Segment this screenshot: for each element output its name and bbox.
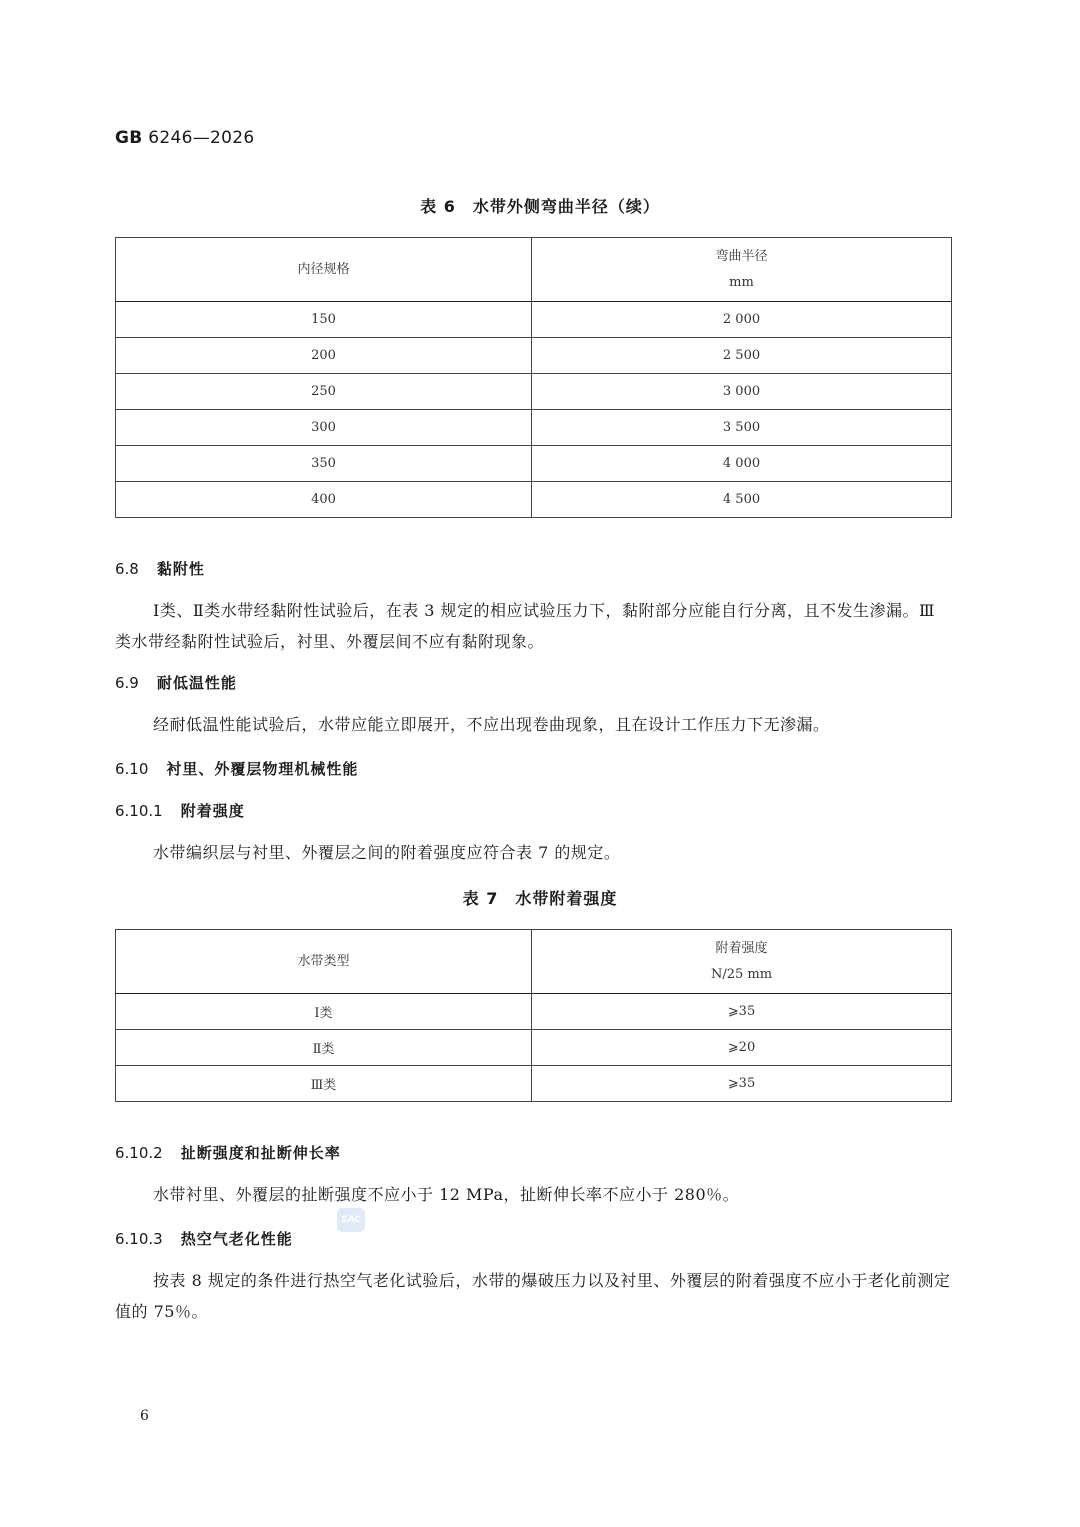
table7-col1-header: 水带类型	[116, 930, 532, 994]
section-number: 6.10.1	[115, 802, 163, 820]
sac-watermark-icon: SAC	[337, 1208, 365, 1232]
table7-cell-strength: ⩾35	[532, 1066, 952, 1102]
table6	[115, 237, 952, 518]
table6-cell-radius: 3 000	[532, 374, 952, 410]
section-6-10-1-text: 水带编织层与衬里、外覆层之间的附着强度应符合表 7 的规定。	[153, 843, 621, 862]
table6-col2-title: 弯曲半径	[715, 248, 768, 264]
table6-col1-header: 内径规格	[116, 238, 532, 302]
table6-col2-unit: mm	[729, 274, 754, 290]
section-number: 6.10.3	[115, 1230, 163, 1248]
table6-cell-diameter: 250	[116, 374, 532, 410]
table-row	[116, 1066, 952, 1102]
section-title: 耐低温性能	[156, 674, 237, 692]
table7-cell-type: Ⅰ类	[116, 994, 532, 1030]
table7-cell-strength: ⩾35	[532, 994, 952, 1030]
standard-number: 6246—2026	[148, 128, 255, 148]
section-title: 附着强度	[180, 802, 245, 820]
section-6-10-3-text: 按表 8 规定的条件进行热空气老化试验后，水带的爆破压力以及衬里、外覆层的附着强度不应小于老化前测定值的 75％。	[115, 1271, 951, 1321]
table6-cell-diameter: 300	[116, 410, 532, 446]
table6-cell-radius: 3 500	[532, 410, 952, 446]
table7-caption: 表 7 水带附着强度	[462, 889, 618, 908]
table6-cell-diameter: 200	[116, 338, 532, 374]
table-row	[116, 302, 952, 338]
table7-col2-title: 附着强度	[715, 940, 768, 956]
table-row	[116, 1030, 952, 1066]
table7-cell-strength: ⩾20	[532, 1030, 952, 1066]
table7-cell-type: Ⅲ类	[116, 1066, 532, 1102]
table6-cell-radius: 4 500	[532, 482, 952, 518]
section-6-10-3-heading	[115, 1228, 293, 1249]
section-6-10-2-heading	[115, 1142, 341, 1163]
section-6-8-heading	[115, 558, 205, 579]
table-row	[116, 482, 952, 518]
table-row	[116, 338, 952, 374]
section-6-9-text: 经耐低温性能试验后，水带应能立即展开，不应出现卷曲现象，且在设计工作压力下无渗漏。	[153, 715, 830, 734]
table7-col2-header	[532, 930, 952, 994]
standard-prefix: GB	[115, 128, 143, 148]
table7-col2-unit: N/25 mm	[710, 966, 773, 982]
section-title: 衬里、外覆层物理机械性能	[166, 760, 359, 778]
table6-cell-diameter: 400	[116, 482, 532, 518]
table-row	[116, 446, 952, 482]
section-6-9-heading	[115, 672, 237, 693]
standard-header	[115, 128, 254, 148]
section-number: 6.10	[115, 760, 149, 778]
section-number: 6.10.2	[115, 1144, 163, 1162]
table6-cell-diameter: 350	[116, 446, 532, 482]
table6-cell-diameter: 150	[116, 302, 532, 338]
table7-cell-type: Ⅱ类	[116, 1030, 532, 1066]
section-6-8-text: Ⅰ类、Ⅱ类水带经黏附性试验后，在表 3 规定的相应试验压力下，黏附部分应能自行分离，且不发生渗漏。Ⅲ类水带经黏附性试验后，衬里、外覆层间不应有黏附现象。	[115, 601, 935, 651]
table-row	[116, 410, 952, 446]
section-number: 6.9	[115, 674, 139, 692]
section-6-10-heading	[115, 758, 358, 779]
section-6-10-2-text: 水带衬里、外覆层的扯断强度不应小于 12 MPa，扯断伸长率不应小于 280％。	[153, 1185, 740, 1204]
section-6-10-1-heading	[115, 800, 245, 821]
table-row	[116, 994, 952, 1030]
page-number: 6	[140, 1408, 149, 1424]
table6-header-row	[116, 238, 952, 302]
table6-caption: 表 6 水带外侧弯曲半径（续）	[420, 197, 660, 216]
table-row	[116, 374, 952, 410]
section-number: 6.8	[115, 560, 139, 578]
section-title: 扯断强度和扯断伸长率	[180, 1144, 341, 1162]
table6-cell-radius: 2 500	[532, 338, 952, 374]
table6-cell-radius: 2 000	[532, 302, 952, 338]
section-title: 黏附性	[156, 560, 205, 578]
table7	[115, 929, 952, 1102]
table6-col2-header	[532, 238, 952, 302]
section-title: 热空气老化性能	[180, 1230, 293, 1248]
table6-cell-radius: 4 000	[532, 446, 952, 482]
table7-header-row	[116, 930, 952, 994]
